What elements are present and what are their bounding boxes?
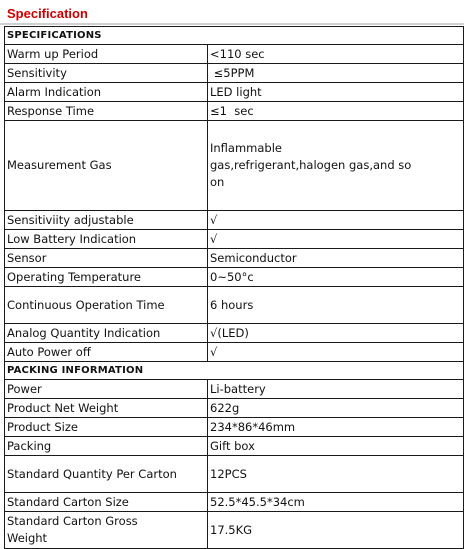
row-value: 622g	[208, 399, 464, 418]
row-label: Operating Temperature	[5, 268, 208, 287]
row-value: 0~50°c	[208, 268, 464, 287]
table-row	[5, 83, 464, 102]
table-row	[5, 512, 464, 549]
table-row	[5, 268, 464, 287]
section-heading: SPECIFICATIONS	[5, 27, 464, 45]
row-label: Sensor	[5, 249, 208, 268]
row-value: ≤1 sec	[208, 102, 464, 121]
row-value: 17.5KG	[208, 512, 464, 549]
row-value: √(LED)	[208, 324, 464, 343]
row-label: Sensitiviity adjustable	[5, 211, 208, 230]
row-label: Continuous Operation Time	[5, 287, 208, 324]
table-row	[5, 121, 464, 211]
row-label: Sensitivity	[5, 64, 208, 83]
row-value: 234*86*46mm	[208, 418, 464, 437]
section-row-packing	[5, 362, 464, 380]
table-row	[5, 64, 464, 83]
row-value: 12PCS	[208, 456, 464, 493]
row-label: Measurement Gas	[5, 121, 208, 211]
table-row	[5, 456, 464, 493]
row-label: Analog Quantity Indication	[5, 324, 208, 343]
row-value: ≤5PPM	[208, 64, 464, 83]
row-label: Product Size	[5, 418, 208, 437]
table-row	[5, 211, 464, 230]
spec-table	[4, 26, 464, 549]
row-value: √	[208, 230, 464, 249]
row-value: Gift box	[208, 437, 464, 456]
table-row	[5, 380, 464, 399]
row-label: Power	[5, 380, 208, 399]
table-row	[5, 324, 464, 343]
section-row-specifications	[5, 27, 464, 45]
row-label: Warm up Period	[5, 45, 208, 64]
table-row	[5, 45, 464, 64]
table-row	[5, 287, 464, 324]
row-value: Li-battery	[208, 380, 464, 399]
row-label: Low Battery Indication	[5, 230, 208, 249]
row-label: Standard Carton Gross Weight	[5, 512, 208, 549]
row-value: √	[208, 211, 464, 230]
table-row	[5, 493, 464, 512]
row-label: Standard Quantity Per Carton	[5, 456, 208, 493]
row-value: √	[208, 343, 464, 362]
row-value: 6 hours	[208, 287, 464, 324]
row-label: Packing	[5, 437, 208, 456]
row-label: Response Time	[5, 102, 208, 121]
section-heading: PACKING INFORMATION	[5, 362, 464, 380]
row-label: Product Net Weight	[5, 399, 208, 418]
page-title: Specification	[7, 6, 88, 21]
row-value: <110 sec	[208, 45, 464, 64]
spec-header	[0, 2, 464, 25]
row-value: LED light	[208, 83, 464, 102]
table-row	[5, 437, 464, 456]
row-label: Alarm Indication	[5, 83, 208, 102]
row-value: Semiconductor	[208, 249, 464, 268]
table-row	[5, 102, 464, 121]
row-label: Standard Carton Size	[5, 493, 208, 512]
row-value: 52.5*45.5*34cm	[208, 493, 464, 512]
table-row	[5, 418, 464, 437]
row-label: Auto Power off	[5, 343, 208, 362]
table-row	[5, 249, 464, 268]
table-row	[5, 230, 464, 249]
table-row	[5, 399, 464, 418]
table-row	[5, 343, 464, 362]
row-value: Inflammable gas,refrigerant,halogen gas,and so on	[208, 121, 464, 211]
